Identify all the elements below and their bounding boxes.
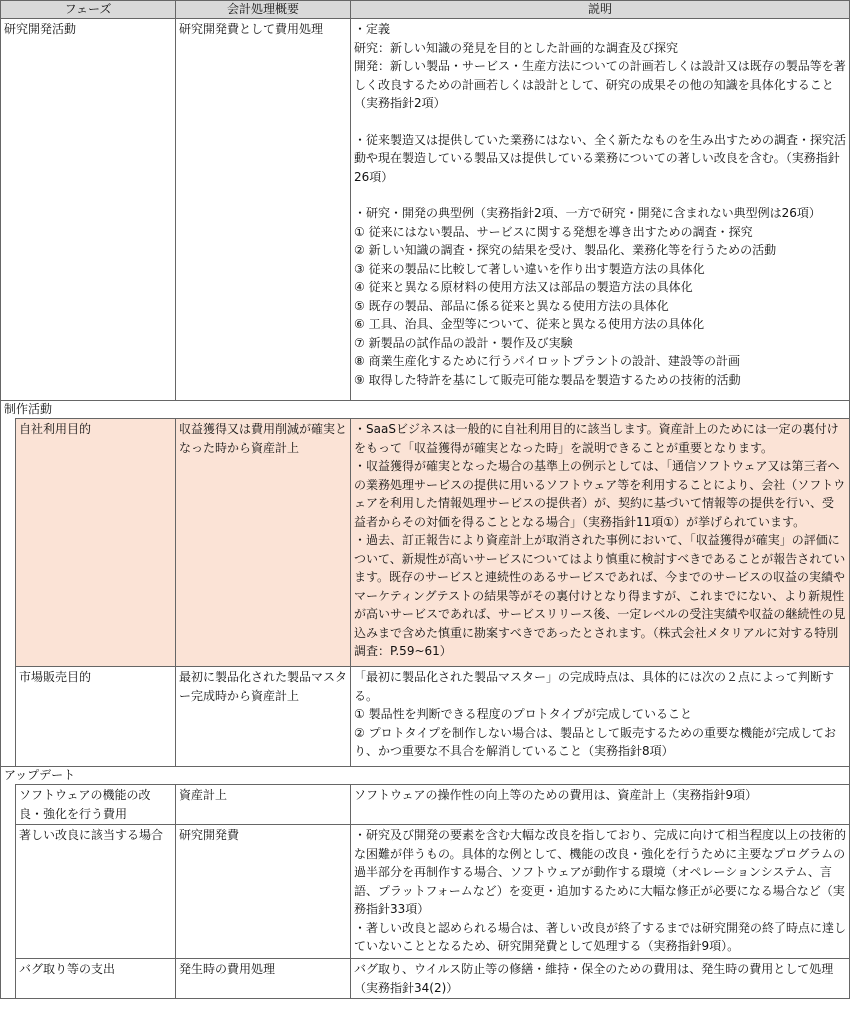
rnd-desc-line: ⑧ 商業生産化するために行うパイロットプラントの設計、建設等の計画 bbox=[354, 354, 740, 368]
market-desc-line: ② プロトタイプを制作しない場合は、製品として販売するための重要な機能が完成しており、かつ重要な不具合を解消していること（実務指針8項） bbox=[354, 725, 836, 758]
rnd-desc-line: ⑦ 新製品の試作品の設計・製作及び実験 bbox=[354, 335, 573, 350]
header-row bbox=[1, 1, 850, 19]
bugfix-phase: バグ取り等の支出 bbox=[16, 959, 176, 999]
rnd-desc-line: ⑥ 工具、治具、金型等について、従来と異なる使用方法の具体化 bbox=[354, 317, 705, 331]
improve-phase: ソフトウェアの機能の改良・強化を行う費用 bbox=[16, 785, 176, 825]
market-phase: 市場販売目的 bbox=[16, 667, 176, 767]
self-use-phase: 自社利用目的 bbox=[16, 419, 176, 667]
rnd-desc-line: 開発：新しい製品・サービス・生産方法についての計画若しくは設計又は既存の製品等を著しく改良するための計画若しくは設計として、研究の成果その他の知識を具体化すること（実務指針2項） bbox=[354, 59, 846, 110]
update-section-title: アップデート bbox=[1, 767, 850, 785]
rnd-desc-gap bbox=[354, 113, 846, 131]
indent-spacer bbox=[1, 825, 16, 959]
bugfix-desc-line: バグ取り、ウイルス防止等の修繕・維持・保全のための費用は、発生時の費用として処理（実務指針34(2)） bbox=[354, 962, 834, 995]
rnd-summary: 研究開発費として費用処理 bbox=[176, 19, 351, 401]
row-rnd bbox=[1, 19, 850, 401]
self-use-desc-line: ・収益獲得が確実となった場合の基準上の例示としては、「通信ソフトウェア又は第三者への業務処理サービスの提供に用いるソフトウェア等を利用することにより、会社（ソフトウェアを利用した情報処理サービスの提供者）が、契約に基づいて情報等の提供を行い、受益者からその対価を得ることとなる場合」（実務指針11項①）が挙げられています。 bbox=[354, 459, 846, 529]
self-use-description bbox=[351, 419, 850, 667]
production-section-title: 制作活動 bbox=[1, 401, 850, 419]
rnd-desc-line: ・研究・開発の典型例（実務指針2項、一方で研究・開発に含まれない典型例は26項） bbox=[354, 206, 821, 220]
rnd-desc-line: ⑤ 既存の製品、部品に係る従来と異なる使用方法の具体化 bbox=[354, 298, 669, 313]
market-desc-line: ① 製品性を判断できる程度のプロトタイプが完成していること bbox=[354, 707, 692, 721]
indent-spacer bbox=[1, 785, 16, 825]
major-desc-line: ・研究及び開発の要素を含む大幅な改良を指しており、完成に向けて相当程度以上の技術的な困難が伴うもの。具体的な例として、機能の改良・強化を行うために主要なプログラムの過半部分を再制作する場合、ソフトウェアが動作する環境（オペレーションシステム、言語、プラットフォームなど）を変更・追加するために大幅な修正が必要になる場合など（実務指針33項） bbox=[354, 828, 847, 916]
row-bugfix bbox=[1, 959, 850, 999]
indent-spacer bbox=[1, 959, 16, 999]
rnd-desc-line: ① 従来にはない製品、サービスに関する発想を導き出すための調査・探究 bbox=[354, 224, 753, 239]
row-market bbox=[1, 667, 850, 767]
rnd-desc-line: ・定義 bbox=[354, 22, 391, 36]
market-desc-line: 「最初に製品化された製品マスター」の完成時点は、具体的には次の２点によって判断する。 bbox=[354, 670, 835, 703]
indent-spacer bbox=[1, 667, 16, 767]
rnd-desc-line: ⑨ 取得した特許を基にして販売可能な製品を製造するための技術的活動 bbox=[354, 372, 741, 387]
improve-summary: 資産計上 bbox=[176, 785, 351, 825]
header-phase: フェーズ bbox=[1, 1, 176, 19]
rnd-description bbox=[351, 19, 850, 401]
row-improve bbox=[1, 785, 850, 825]
market-summary: 最初に製品化された製品マスター完成時から資産計上 bbox=[176, 667, 351, 767]
rnd-desc-line: ・従来製造又は提供していた業務にはない、全く新たなものを生み出すための調査・探究活動や現在製造している製品又は提供している業務についての著しい改良を含む。（実務指針26項） bbox=[354, 132, 847, 184]
bugfix-summary: 発生時の費用処理 bbox=[176, 959, 351, 999]
rnd-desc-line: ④ 従来と異なる原材料の使用方法又は部品の製造方法の具体化 bbox=[354, 280, 693, 294]
rnd-desc-gap bbox=[354, 186, 846, 204]
self-use-summary: 収益獲得又は費用削減が確実となった時から資産計上 bbox=[176, 419, 351, 667]
row-self-use bbox=[1, 419, 850, 667]
improve-description bbox=[351, 785, 850, 825]
rnd-desc-line: ② 新しい知識の調査・探究の結果を受け、製品化、業務化等を行うための活動 bbox=[354, 243, 777, 257]
major-description bbox=[351, 825, 850, 959]
rnd-desc-line: 研究：新しい知識の発見を目的とした計画的な調査及び探究 bbox=[354, 40, 679, 55]
header-description: 説明 bbox=[351, 1, 850, 19]
header-summary: 会計処理概要 bbox=[176, 1, 351, 19]
self-use-desc-line: ・SaaSビジネスは一般的に自社利用目的に該当します。資産計上のためには一定の裏付けをもって「収益獲得が確実となった時」を説明できることが重要となります。 bbox=[354, 422, 839, 455]
row-production-section bbox=[1, 401, 850, 419]
improve-desc-line: ソフトウェアの操作性の向上等のための費用は、資産計上（実務指針9項） bbox=[354, 788, 758, 802]
rnd-phase: 研究開発活動 bbox=[1, 19, 176, 401]
self-use-desc-line: ・過去、訂正報告により資産計上が取消された事例において、「収益獲得が確実」の評価について、新規性が高いサービスについてはより慎重に検討すべきであることが報告されています。既存のサービスと連続性のあるサービスであれば、今までのサービスの収益の実績やマーケティングテストの結果等がその裏付けとなり得ますが、これまでにない、より新規性が高いサービスであれば、サービスリリース後、一定レベルの受注実績や収益の継続性の見込みまで含めた慎重に勘案すべきであったとされます。（株式会社メタリアルに対する特別調査：P.59~61） bbox=[354, 533, 846, 658]
row-update-section bbox=[1, 767, 850, 785]
major-phase: 著しい改良に該当する場合 bbox=[16, 825, 176, 959]
indent-spacer bbox=[1, 419, 16, 667]
market-description bbox=[351, 667, 850, 767]
row-major bbox=[1, 825, 850, 959]
bugfix-description bbox=[351, 959, 850, 999]
major-summary: 研究開発費 bbox=[176, 825, 351, 959]
major-desc-line: ・著しい改良と認められる場合は、著しい改良が終了するまでは研究開発の終了時点に達していないこととなるため、研究開発費として処理する（実務指針9項）。 bbox=[354, 920, 847, 953]
rnd-desc-line: ③ 従来の製品に比較して著しい違いを作り出す製造方法の具体化 bbox=[354, 261, 705, 276]
